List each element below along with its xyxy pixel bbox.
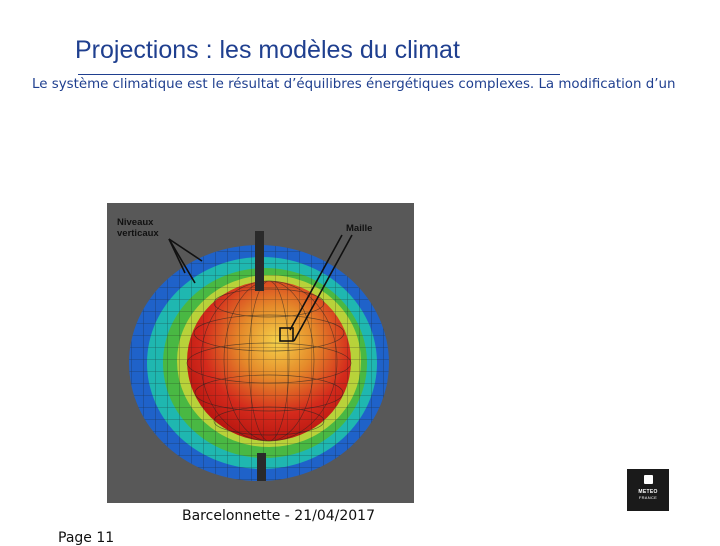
globe-grid-illustration	[107, 203, 414, 503]
vertical-levels-label	[117, 217, 159, 239]
bottom-cut-slot	[257, 453, 266, 481]
meteo-france-logo	[627, 469, 669, 511]
logo-emblem-icon	[644, 475, 653, 484]
slide-title: Projections : les modèles du climat	[75, 36, 460, 64]
title-underline	[78, 74, 560, 75]
intro-text: Le système climatique est le résultat d’équilibres énergétiques complexes. La modification d’un	[32, 77, 676, 92]
top-cut-slot	[255, 231, 264, 291]
cell-label: Maille	[346, 223, 373, 234]
logo-line2: FRANCE	[638, 495, 658, 500]
vertical-levels-label-line1: Niveaux	[117, 217, 154, 228]
vertical-levels-label-line2: verticaux	[117, 228, 159, 239]
footer-location-date: Barcelonnette - 21/04/2017	[182, 508, 375, 524]
logo-line1: METEO	[638, 489, 658, 495]
page-number: Page 11	[58, 530, 115, 546]
climate-model-globe-figure	[107, 203, 414, 503]
